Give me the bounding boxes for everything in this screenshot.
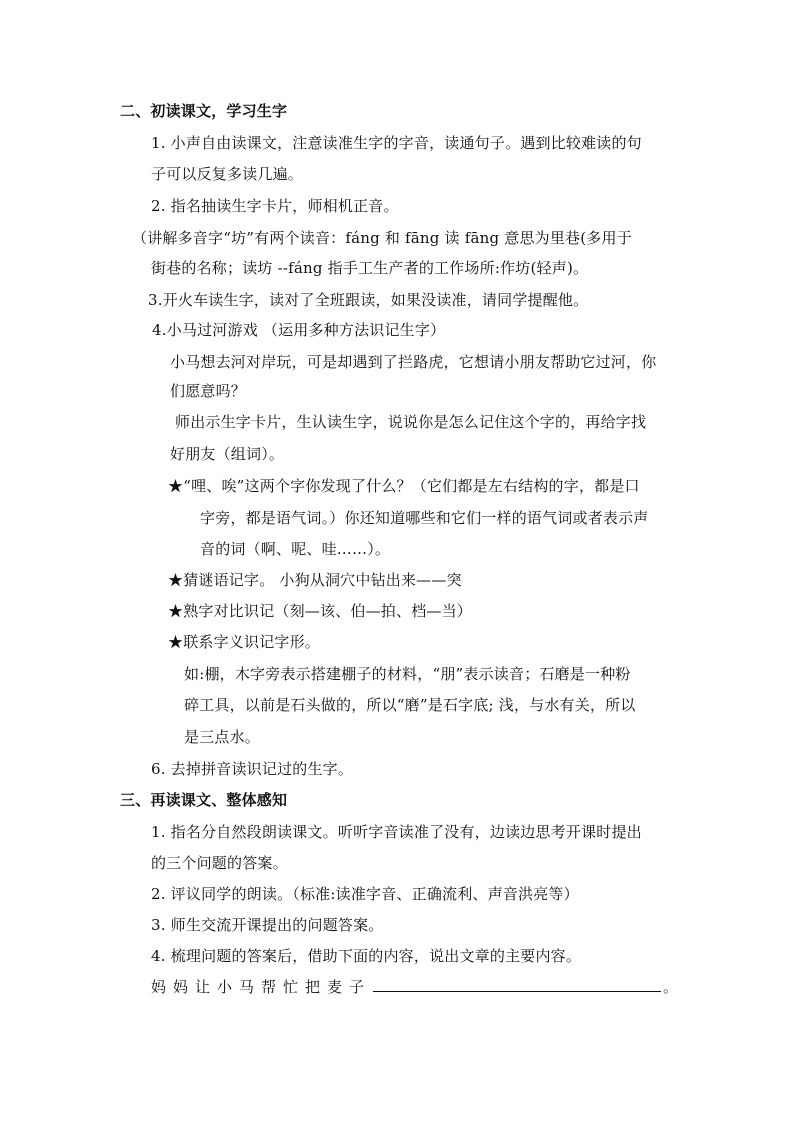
section2-heading: 二、初读课文，学习生字 bbox=[120, 102, 288, 120]
s2-star4: ★联系字义识记字形。 bbox=[168, 633, 321, 651]
s2-teacher-line2: 好朋友（组词）。 bbox=[170, 445, 285, 463]
s3-item3: 3. 师生交流开课提出的问题答案。 bbox=[151, 916, 384, 934]
s2-note-line1: （讲解多音字“坊”有两个读音：fáng 和 fāng 读 fāng 意思为里巷(多用于 bbox=[132, 229, 632, 247]
s2-item4: 4.小马过河游戏 （运用多种方法识记生字） bbox=[152, 321, 446, 339]
s2-star1-line3: 音的词（啊、呢、哇……）。 bbox=[200, 540, 391, 558]
s2-star1-line2: 字旁，都是语气词。）你还知道哪些和它们一样的语气词或者表示声 bbox=[200, 509, 649, 527]
s3-item4: 4. 梳理问题的答案后，借助下面的内容，说出文章的主要内容。 bbox=[151, 947, 582, 965]
s2-item6: 6. 去掉拼音读识记过的生字。 bbox=[151, 760, 354, 778]
s2-example-line2: 碎工具，以前是石头做的，所以“磨”是石字底; 浅，与水有关，所以 bbox=[184, 696, 636, 714]
s3-fill-blank-line bbox=[151, 977, 678, 997]
s3-item2: 2. 评议同学的朗读。（标准:读准字音、正确流利、声音洪亮等） bbox=[151, 885, 579, 903]
s2-example-line3: 是三点水。 bbox=[184, 728, 261, 746]
s2-item3: 3.开火车读生字，读对了全班跟读，如果没读准，请同学提醒他。 bbox=[148, 291, 589, 309]
s2-star1-line1: ★“哩、唉”这两个字你发现了什么？（它们都是左右结构的字，都是口 bbox=[168, 477, 640, 495]
fill-blank-suffix: 。 bbox=[663, 978, 679, 996]
s3-item1-line2: 的三个问题的答案。 bbox=[151, 854, 288, 872]
s2-item2: 2. 指名抽读生字卡片，师相机正音。 bbox=[151, 197, 399, 215]
section3-heading: 三、再读课文、整体感知 bbox=[120, 791, 288, 809]
fill-blank-underline[interactable] bbox=[373, 977, 661, 992]
s3-item1-line1: 1. 指名分自然段朗读课文。听听字音读准了没有，边读边思考开课时提出 bbox=[151, 823, 642, 841]
s2-teacher-line1: 师出示生字卡片，生认读生字，说说你是怎么记住这个字的，再给字找 bbox=[175, 413, 647, 431]
s2-note-line2: 街巷的名称；读坊 --fáng 指手工生产者的工作场所:作坊(轻声)。 bbox=[151, 259, 589, 277]
s2-star2: ★猜谜语记字。 小狗从洞穴中钻出来——突 bbox=[168, 571, 462, 589]
s2-story-line2: 们愿意吗？ bbox=[170, 382, 247, 400]
s2-item1-line1: 1. 小声自由读课文，注意读准生字的字音，读通句子。遇到比较难读的句 bbox=[151, 134, 642, 152]
s2-story-line1: 小马想去河对岸玩，可是却遇到了拦路虎，它想请小朋友帮助它过河，你 bbox=[170, 353, 657, 371]
fill-blank-prefix: 妈妈让小马帮忙把麦子 bbox=[151, 978, 372, 996]
s2-star3: ★熟字对比识记（刻—该、伯—拍、档—当） bbox=[168, 602, 473, 620]
s2-item1-line2: 子可以反复多读几遍。 bbox=[151, 165, 304, 183]
s2-example-line1: 如:棚，木字旁表示搭建棚子的材料，“朋”表示读音；石磨是一种粉 bbox=[184, 665, 631, 683]
